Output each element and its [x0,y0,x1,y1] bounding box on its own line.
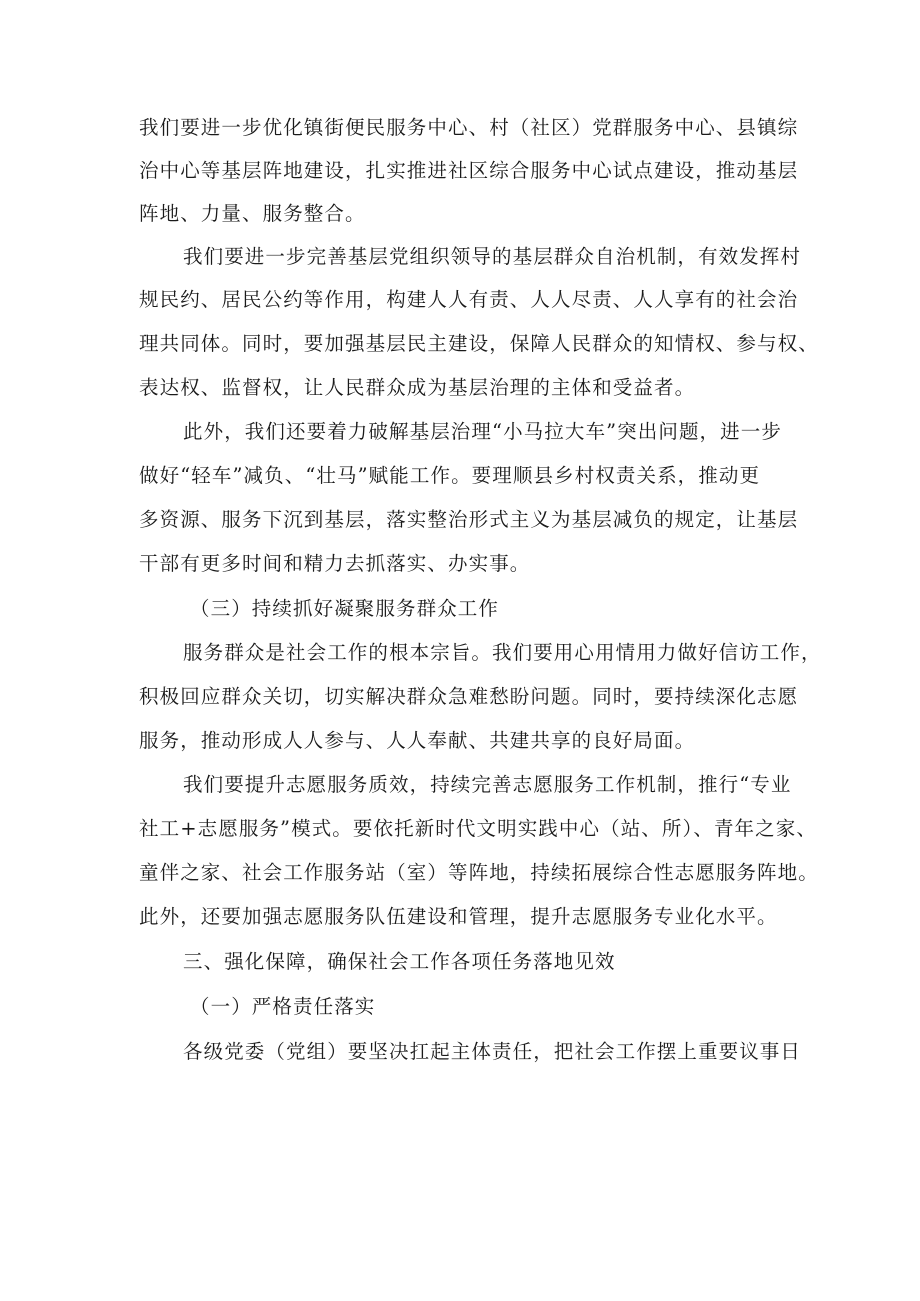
paragraph-line: 我们要进一步完善基层党组织领导的基层群众自治机制，有效发挥村 [183,245,802,268]
paragraph-line: 阵地、力量、服务整合。 [139,202,366,225]
paragraph-line: 我们要提升志愿服务质效，持续完善志愿服务工作机制，推行“专业 [183,773,792,796]
paragraph-line: 多资源、服务下沉到基层，落实整治形式主义为基层减负的规定，让基层 [139,508,799,531]
paragraph-line: 服务，推动形成人人参与、人人奉献、共建共享的良好局面。 [139,729,696,752]
paragraph-line: 此外，我们还要着力破解基层治理“小马拉大车”突出问题，进一步 [183,420,782,443]
paragraph-line: 理共同体。同时，要加强基层民主建设，保障人民群众的知情权、参与权、 [139,332,819,355]
paragraph-line: 规民约、居民公约等作用，构建人人有责、人人尽责、人人享有的社会治 [139,288,799,311]
paragraph-line: 童伴之家、社会工作服务站（室）等阵地，持续拓展综合性志愿服务阵地。 [139,861,819,884]
paragraph-line: 各级党委（党组）要坚决扛起主体责任，把社会工作摆上重要议事日 [183,1040,802,1063]
section-heading: （一）严格责任落实 [190,995,376,1018]
paragraph-line: 社工+志愿服务”模式。要依托新时代文明实践中心（站、所）、青年之家、 [139,817,817,840]
paragraph-line: 治中心等基层阵地建设，扎实推进社区综合服务中心试点建设，推动基层 [139,159,799,182]
paragraph-line: 服务群众是社会工作的根本宗旨。我们要用心用情用力做好信访工作， [183,641,822,664]
paragraph-line: 表达权、监督权，让人民群众成为基层治理的主体和受益者。 [139,376,696,399]
paragraph-line: 我们要进一步优化镇街便民服务中心、村（社区）党群服务中心、县镇综 [139,116,799,139]
paragraph-line: 积极回应群众关切，切实解决群众急难愁盼问题。同时，要持续深化志愿 [139,685,799,708]
chapter-heading: 三、强化保障，确保社会工作各项任务落地见效 [183,950,616,973]
paragraph-line: 干部有更多时间和精力去抓落实、办实事。 [139,552,531,575]
paragraph-line: 此外，还要加强志愿服务队伍建设和管理，提升志愿服务专业化水平。 [139,905,778,928]
paragraph-line: 做好“轻车”减负、“壮马”赋能工作。要理顺县乡村权责关系，推动更 [139,464,761,487]
section-heading: （三）持续抓好凝聚服务群众工作 [190,597,500,620]
